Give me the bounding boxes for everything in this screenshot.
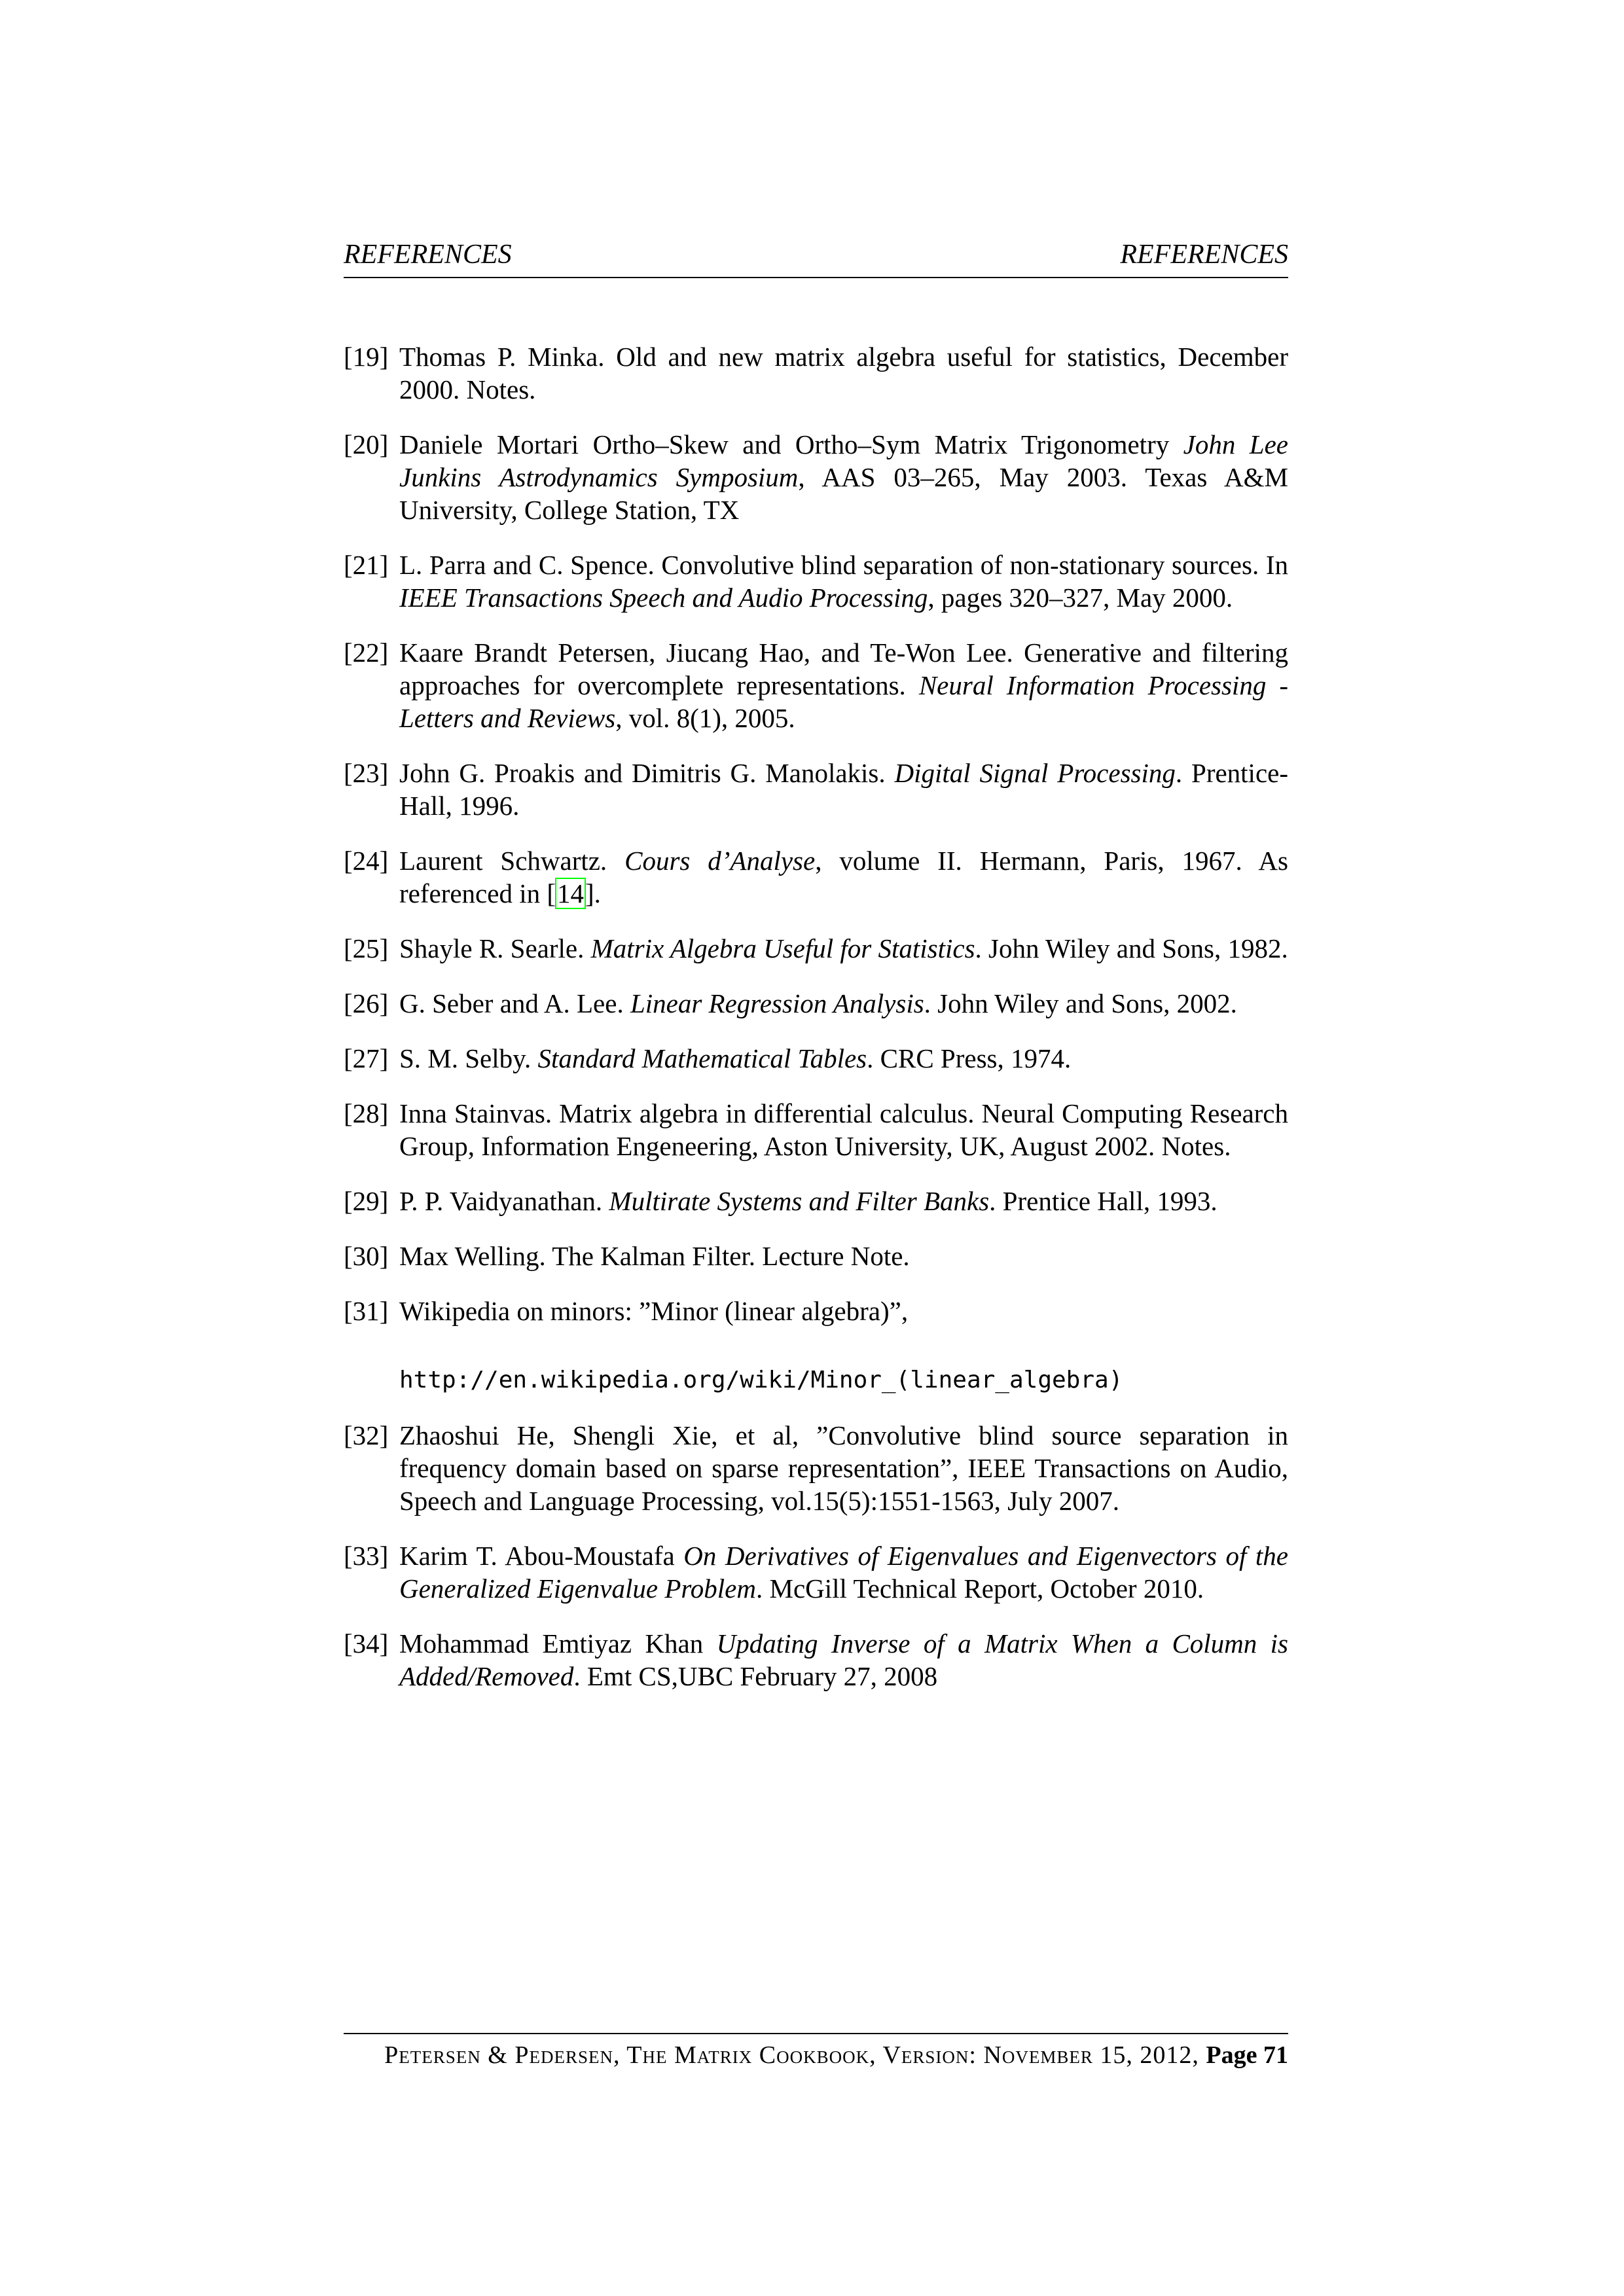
header-right-title: REFERENCES — [1120, 240, 1288, 270]
reference-label: [30] — [344, 1241, 389, 1271]
reference-segment: Daniele Mortari Ortho–Skew and Ortho–Sym Matrix Trigonometry — [399, 429, 1183, 459]
reference-item — [344, 636, 1288, 734]
reference-segment: . Prentice-Hall, 1996. — [399, 758, 1288, 821]
reference-segment: ]. — [585, 878, 601, 908]
reference-title: Neural Information Processing - Letters and Reviews — [399, 670, 1288, 733]
reference-text — [399, 1098, 1288, 1161]
reference-title: Updating Inverse of a Matrix When a Column is Added/Removed — [399, 1628, 1288, 1691]
reference-segment: Max Welling. The Kalman Filter. Lecture Note. — [399, 1241, 910, 1271]
reference-text — [399, 758, 1288, 821]
reference-title: IEEE Transactions Speech and Audio Processing — [399, 583, 928, 613]
header-left-title: REFERENCES — [344, 240, 512, 270]
citation-link[interactable]: 14 — [557, 878, 584, 908]
reference-text — [399, 933, 1288, 963]
reference-title: Cours d’Analyse — [624, 846, 816, 876]
reference-segment: . Emt CS,UBC February 27, 2008 — [573, 1661, 938, 1691]
reference-text — [399, 1043, 1071, 1073]
reference-item — [344, 1419, 1288, 1517]
reference-segment: Wikipedia on minors: ”Minor (linear algebra)”, — [399, 1296, 909, 1326]
reference-text — [399, 637, 1288, 733]
reference-segment: Zhaoshui He, Shengli Xie, et al, ”Convolutive blind source separation in frequency domain based on sparse representation”, IEEE Transactions on Audio, Speech and Language Processing, vol.15(5):1551-1563, July 2007. — [399, 1420, 1288, 1516]
reference-list — [344, 340, 1288, 1715]
footer-citation: Petersen & Pedersen, The Matrix Cookbook, Version: November 15, 2012, — [384, 2041, 1206, 2069]
reference-item — [344, 548, 1288, 614]
reference-segment: Thomas P. Minka. Old and new matrix algebra useful for statistics, December 2000. Notes. — [399, 342, 1288, 404]
page-number: Page 71 — [1206, 2041, 1288, 2069]
running-header — [344, 239, 1288, 278]
reference-text — [399, 342, 1288, 404]
reference-item — [344, 1539, 1288, 1605]
reference-segment: L. Parra and C. Spence. Convolutive blind separation of non-stationary sources. In — [399, 550, 1288, 580]
reference-segment: . McGill Technical Report, October 2010. — [756, 1573, 1204, 1604]
reference-segment: Mohammad Emtiyaz Khan — [399, 1628, 717, 1659]
reference-label: [32] — [344, 1420, 389, 1450]
reference-item — [344, 844, 1288, 910]
reference-segment: Shayle R. Searle. — [399, 933, 591, 963]
reference-text — [399, 1296, 1288, 1397]
reference-segment: P. P. Vaidyanathan. — [399, 1186, 609, 1216]
reference-label: [29] — [344, 1186, 389, 1216]
reference-item — [344, 1240, 1288, 1272]
reference-title: John Lee Junkins Astrodynamics Symposium — [399, 429, 1288, 492]
reference-segment: G. Seber and A. Lee. — [399, 988, 630, 1018]
reference-text — [399, 429, 1288, 525]
reference-label: [20] — [344, 429, 389, 459]
reference-item — [344, 340, 1288, 406]
reference-title: Matrix Algebra Useful for Statistics — [590, 933, 975, 963]
reference-title: Multirate Systems and Filter Banks — [609, 1186, 990, 1216]
reference-title: Digital Signal Processing — [894, 758, 1176, 788]
reference-label: [19] — [344, 342, 389, 372]
reference-label: [23] — [344, 758, 389, 788]
reference-segment: . John Wiley and Sons, 1982. — [975, 933, 1288, 963]
reference-label: [21] — [344, 550, 389, 580]
reference-text — [399, 846, 1288, 908]
reference-segment: , vol. 8(1), 2005. — [615, 703, 795, 733]
page-footer — [344, 2033, 1288, 2070]
reference-segment: Laurent Schwartz. — [399, 846, 625, 876]
reference-text — [399, 1541, 1288, 1604]
reference-label: [28] — [344, 1098, 389, 1128]
reference-label: [25] — [344, 933, 389, 963]
reference-label: [26] — [344, 988, 389, 1018]
reference-text — [399, 1628, 1288, 1691]
reference-segment: . CRC Press, 1974. — [867, 1043, 1072, 1073]
reference-item — [344, 1185, 1288, 1217]
reference-item — [344, 1042, 1288, 1075]
reference-label: [33] — [344, 1541, 389, 1571]
reference-label: [22] — [344, 637, 389, 668]
reference-text — [399, 550, 1288, 613]
reference-text — [399, 1420, 1288, 1516]
reference-segment: Inna Stainvas. Matrix algebra in differential calculus. Neural Computing Research Group, Information Engeneering, Aston University, UK, August 2002. Notes. — [399, 1098, 1288, 1161]
reference-segment: . John Wiley and Sons, 2002. — [924, 988, 1237, 1018]
reference-title: Standard Mathematical Tables — [537, 1043, 867, 1073]
reference-item — [344, 1627, 1288, 1693]
reference-item — [344, 428, 1288, 526]
reference-label: [27] — [344, 1043, 389, 1073]
reference-label: [31] — [344, 1296, 389, 1326]
reference-segment: , volume II. Hermann, Paris, 1967. As referenced in [ — [399, 846, 1288, 908]
reference-item — [344, 1295, 1288, 1397]
reference-item — [344, 932, 1288, 965]
reference-label: [34] — [344, 1628, 389, 1659]
reference-text — [399, 988, 1237, 1018]
reference-text — [399, 1241, 910, 1271]
reference-segment: Kaare Brandt Petersen, Jiucang Hao, and Te-Won Lee. Generative and filtering approaches for overcomplete representations. — [399, 637, 1288, 700]
reference-item — [344, 757, 1288, 822]
reference-item — [344, 1097, 1288, 1162]
reference-url[interactable]: http://en.wikipedia.org/wiki/Minor_(linear_algebra) — [399, 1367, 1123, 1393]
reference-segment: . Prentice Hall, 1993. — [989, 1186, 1218, 1216]
reference-segment: , pages 320–327, May 2000. — [928, 583, 1233, 613]
reference-segment: S. M. Selby. — [399, 1043, 538, 1073]
reference-segment: John G. Proakis and Dimitris G. Manolakis. — [399, 758, 895, 788]
reference-segment: Karim T. Abou-Moustafa — [399, 1541, 684, 1571]
reference-text — [399, 1186, 1218, 1216]
reference-segment: , AAS 03–265, May 2003. Texas A&M University, College Station, TX — [399, 462, 1288, 525]
reference-item — [344, 987, 1288, 1020]
reference-title: On Derivatives of Eigenvalues and Eigenvectors of the Generalized Eigenvalue Problem — [399, 1541, 1288, 1604]
reference-title: Linear Regression Analysis — [630, 988, 924, 1018]
reference-label: [24] — [344, 846, 389, 876]
